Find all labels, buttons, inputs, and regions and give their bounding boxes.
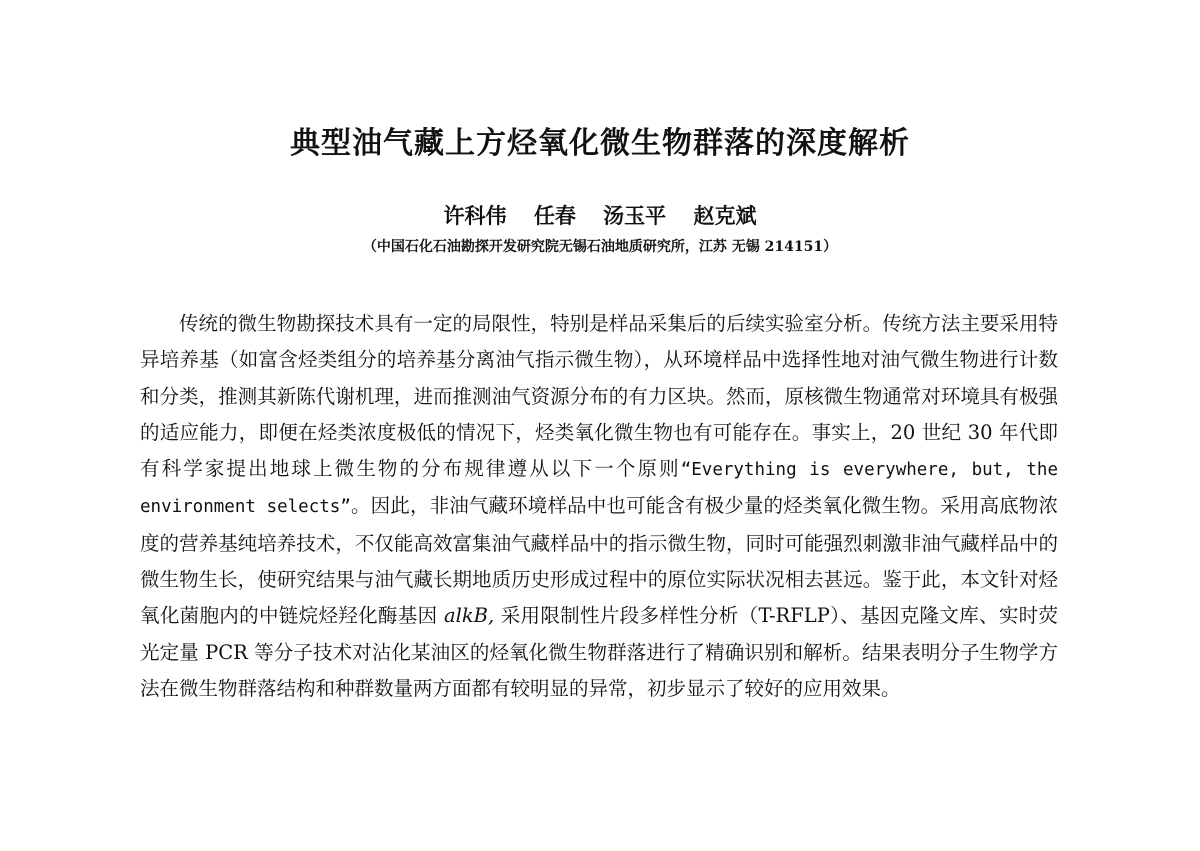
abstract-text: 采用限制性片段多样性分析（T-RFLP）、基因克隆文库、实时荧光定量 PCR 等分子技术对沾化某油区的烃氧化微生物群落进行了精确识别和解析。结果表明分子生物学方法在微生物群落结构和种群数量两方面都有较明显的异常，初步显示了较好的应用效果。 [140, 604, 1059, 700]
author-name: 许科伟 [443, 203, 507, 228]
abstract-quote: “Everything is everywhere, but, the environment selects” [140, 460, 1058, 518]
author-name: 任春 [533, 203, 576, 228]
paper-title: 典型油气藏上方烃氧化微生物群落的深度解析 [290, 126, 910, 161]
abstract-text: 传统的微生物勘探技术具有一定的局限性，特别是样品采集后的后续实验室分析。传统方法主要采用特异培养基（如富含烃类组分的培养基分离油气指示微生物），从环境样品中选择性地对油气微生物进行计数和分类，推测其新陈代谢机理，进而推测油气资源分布的有力区块。然而，原核微生物通常对环境具有极强的适应能力，即便在烃类浓度极低的情况下，烃类氧化微生物也有可能存在。事实上，20 世纪 30 年代即有科学家提出地球上微生物的分布规律遵从以下一个原则 [140, 312, 1058, 481]
author-name: 赵克斌 [693, 203, 757, 228]
author-name: 汤玉平 [603, 203, 667, 228]
gene-name: alkB, [443, 604, 495, 628]
author-affiliation: （中国石化石油勘探开发研究院无锡石油地质研究所，江苏 无锡 214151） [362, 239, 838, 255]
abstract-text: 。因此，非油气藏环境样品中也可能含有极少量的烃类氧化微生物。采用高底物浓度的营养基纯培养技术，不仅能高效富集油气藏样品中的指示微生物，同时可能强烈刺激非油气藏样品中的微生物生长，使研究结果与油气藏长期地质历史形成过程中的原位实际状况相去甚远。鉴于此，本文针对烃氧化菌胞内的中链烷烃羟化酶基因 [140, 494, 1058, 628]
abstract-paragraph [140, 306, 1058, 707]
author-list [0, 200, 1200, 230]
